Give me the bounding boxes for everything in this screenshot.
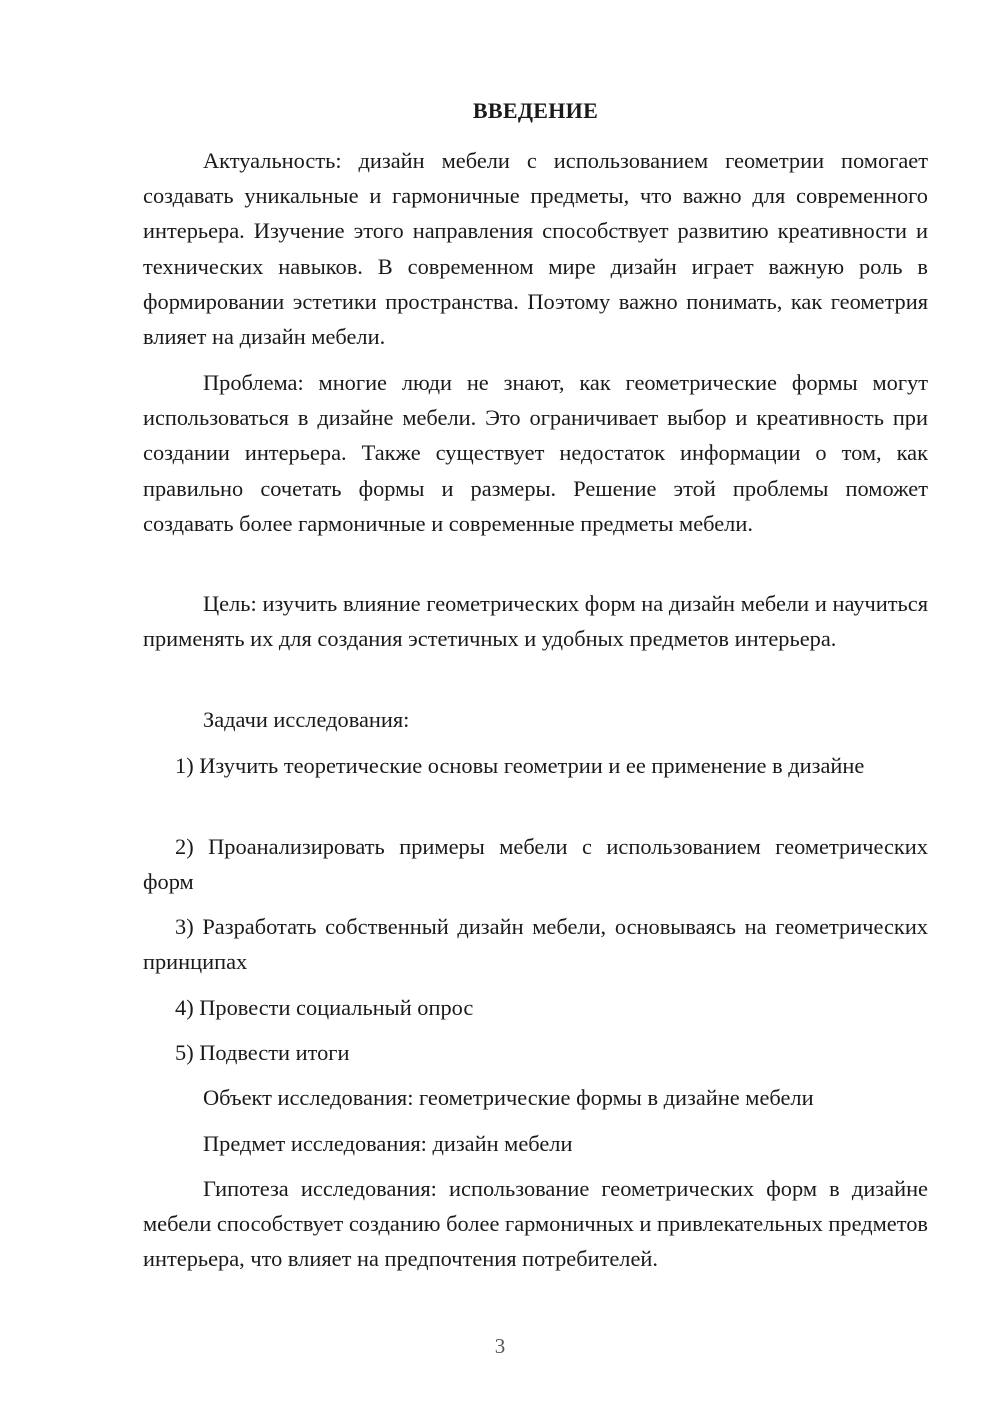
goal-paragraph: Цель: изучить влияние геометрических форм на дизайн мебели и научиться применять их для создания эстетичных и удобных предметов интерьера.: [143, 591, 928, 652]
task-item-1: 1) Изучить теоретические основы геометрии и ее применение в дизайне: [175, 753, 865, 778]
subject-paragraph: Предмет исследования: дизайн мебели: [203, 1131, 573, 1156]
task-item-5: 5) Подвести итоги: [175, 1040, 350, 1065]
relevance-paragraph: Актуальность: дизайн мебели с использованием геометрии помогает создавать уникальные и гармоничные предметы, что важно для современного интерьера. Изучение этого направления способствует развитию креативности и технических навыков. В современном мире дизайн играет важную роль в формировании эстетики пространства. Поэтому важно понимать, как геометрия влияет на дизайн мебели.: [143, 148, 928, 350]
page-number: 3: [494, 1334, 506, 1358]
hypothesis-paragraph: Гипотеза исследования: использование геометрических форм в дизайне мебели способствует созданию более гармоничных и привлекательных предметов интерьера, что влияет на предпочтения потребителей.: [143, 1176, 928, 1272]
task-item-2: 2) Проанализировать примеры мебели с использованием геометрических форм: [143, 834, 928, 895]
problem-paragraph: Проблема: многие люди не знают, как геометрические формы могут использоваться в дизайне мебели. Это ограничивает выбор и креативность при создании интерьера. Также существует недостаток информации о том, как правильно сочетать формы и размеры. Решение этой проблемы поможет создавать более гармоничные и современные предметы мебели.: [143, 370, 928, 536]
section-heading: ВВЕДЕНИЕ: [472, 98, 599, 123]
object-paragraph: Объект исследования: геометрические формы в дизайне мебели: [203, 1085, 814, 1110]
task-item-3: 3) Разработать собственный дизайн мебели, основываясь на геометрических принципах: [143, 914, 928, 975]
tasks-heading: Задачи исследования:: [203, 707, 410, 732]
task-item-4: 4) Провести социальный опрос: [175, 995, 474, 1020]
